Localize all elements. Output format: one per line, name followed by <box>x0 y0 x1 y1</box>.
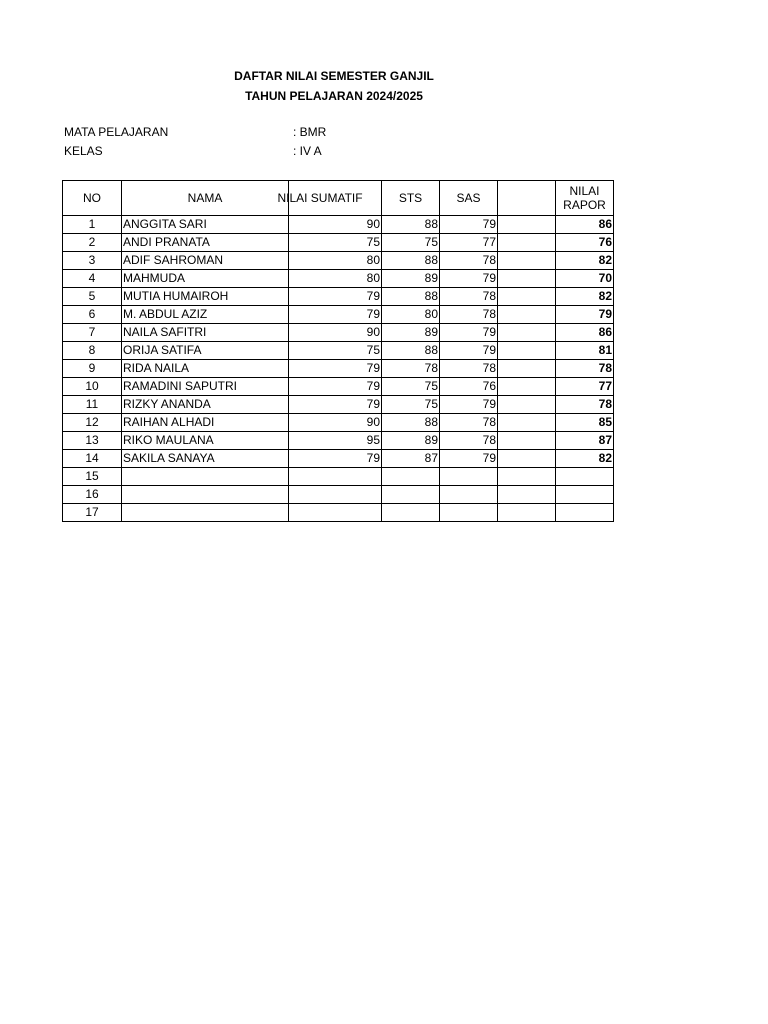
cell-nama: ANDI PRANATA <box>122 234 289 252</box>
cell-no: 1 <box>63 216 122 234</box>
cell-nilai-rapor: 82 <box>556 252 614 270</box>
cell-nilai-sumatif: 80 <box>289 252 382 270</box>
cell-sas <box>440 504 498 522</box>
cell-sts: 75 <box>382 378 440 396</box>
cell-sts: 89 <box>382 270 440 288</box>
cell-no: 14 <box>63 450 122 468</box>
cell-nilai-sumatif: 79 <box>289 396 382 414</box>
table-row <box>63 486 614 504</box>
cell-nilai-rapor: 82 <box>556 288 614 306</box>
cell-no: 13 <box>63 432 122 450</box>
cell-blank <box>498 360 556 378</box>
cell-nilai-rapor: 79 <box>556 306 614 324</box>
header-nilai-rapor <box>556 181 614 216</box>
cell-blank <box>498 234 556 252</box>
cell-no: 5 <box>63 288 122 306</box>
cell-nilai-rapor: 81 <box>556 342 614 360</box>
cell-sas: 79 <box>440 270 498 288</box>
subject-value: : BMR <box>293 125 327 139</box>
cell-blank <box>498 288 556 306</box>
cell-nilai-rapor: 76 <box>556 234 614 252</box>
document-title: DAFTAR NILAI SEMESTER GANJIL <box>234 69 434 83</box>
cell-nilai-rapor: 87 <box>556 432 614 450</box>
cell-nama: NAILA SAFITRI <box>122 324 289 342</box>
cell-nilai-sumatif: 95 <box>289 432 382 450</box>
cell-nama: RAMADINI SAPUTRI <box>122 378 289 396</box>
cell-blank <box>498 324 556 342</box>
cell-sas <box>440 486 498 504</box>
cell-nilai-rapor <box>556 504 614 522</box>
table-row <box>63 396 614 414</box>
cell-blank <box>498 306 556 324</box>
header-nama: NAMA <box>122 181 289 216</box>
cell-no: 2 <box>63 234 122 252</box>
table-row <box>63 432 614 450</box>
cell-nilai-sumatif: 75 <box>289 342 382 360</box>
cell-nama: RIKO MAULANA <box>122 432 289 450</box>
cell-nilai-rapor <box>556 486 614 504</box>
cell-sas: 76 <box>440 378 498 396</box>
cell-nilai-rapor <box>556 468 614 486</box>
cell-nilai-sumatif: 90 <box>289 414 382 432</box>
cell-nilai-rapor: 86 <box>556 324 614 342</box>
cell-nama: RAIHAN ALHADI <box>122 414 289 432</box>
cell-sts <box>382 468 440 486</box>
cell-no: 7 <box>63 324 122 342</box>
cell-blank <box>498 270 556 288</box>
cell-nama <box>122 504 289 522</box>
grades-table <box>62 180 614 522</box>
cell-blank <box>498 216 556 234</box>
cell-nama: MAHMUDA <box>122 270 289 288</box>
table-row <box>63 288 614 306</box>
cell-nilai-rapor: 78 <box>556 396 614 414</box>
cell-sts <box>382 504 440 522</box>
cell-sas: 79 <box>440 450 498 468</box>
cell-sts: 75 <box>382 396 440 414</box>
cell-no: 16 <box>63 486 122 504</box>
table-row <box>63 216 614 234</box>
cell-sas: 79 <box>440 342 498 360</box>
cell-sas: 78 <box>440 360 498 378</box>
header-blank <box>498 181 556 216</box>
cell-nilai-sumatif: 75 <box>289 234 382 252</box>
table-row <box>63 378 614 396</box>
cell-sas: 78 <box>440 306 498 324</box>
cell-nilai-rapor: 77 <box>556 378 614 396</box>
cell-no: 17 <box>63 504 122 522</box>
cell-nilai-rapor: 85 <box>556 414 614 432</box>
cell-sts: 75 <box>382 234 440 252</box>
cell-blank <box>498 486 556 504</box>
cell-nilai-rapor: 78 <box>556 360 614 378</box>
cell-sts: 78 <box>382 360 440 378</box>
cell-no: 9 <box>63 360 122 378</box>
cell-nilai-sumatif: 79 <box>289 288 382 306</box>
cell-sts <box>382 486 440 504</box>
cell-sts: 88 <box>382 342 440 360</box>
table-row <box>63 468 614 486</box>
table-row <box>63 324 614 342</box>
subject-label: MATA PELAJARAN <box>64 125 169 139</box>
header-no: NO <box>63 181 122 216</box>
cell-no: 3 <box>63 252 122 270</box>
cell-sas: 79 <box>440 396 498 414</box>
cell-no: 6 <box>63 306 122 324</box>
cell-nama: ANGGITA SARI <box>122 216 289 234</box>
cell-blank <box>498 378 556 396</box>
cell-nilai-sumatif: 79 <box>289 450 382 468</box>
cell-nilai-rapor: 70 <box>556 270 614 288</box>
cell-nilai-sumatif <box>289 468 382 486</box>
cell-blank <box>498 396 556 414</box>
document-subtitle: TAHUN PELAJARAN 2024/2025 <box>245 89 423 103</box>
cell-sas: 78 <box>440 414 498 432</box>
cell-sts: 88 <box>382 414 440 432</box>
table-row <box>63 450 614 468</box>
cell-blank <box>498 252 556 270</box>
header-nilai-sumatif <box>277 181 382 216</box>
cell-sas: 78 <box>440 252 498 270</box>
cell-blank <box>498 450 556 468</box>
cell-sas: 77 <box>440 234 498 252</box>
cell-nilai-sumatif <box>289 486 382 504</box>
cell-nilai-sumatif: 90 <box>289 324 382 342</box>
cell-nama <box>122 468 289 486</box>
header-nilai-sumatif-text: NILAI SUMATIF <box>277 191 363 205</box>
cell-no: 8 <box>63 342 122 360</box>
cell-nilai-sumatif: 79 <box>289 360 382 378</box>
cell-blank <box>498 468 556 486</box>
table-header-row <box>63 181 614 216</box>
table-row <box>63 342 614 360</box>
cell-nama: RIZKY ANANDA <box>122 396 289 414</box>
cell-sas: 79 <box>440 324 498 342</box>
cell-sts: 80 <box>382 306 440 324</box>
cell-nama: ADIF SAHROMAN <box>122 252 289 270</box>
cell-sts: 89 <box>382 324 440 342</box>
cell-blank <box>498 504 556 522</box>
table-row <box>63 504 614 522</box>
cell-nama: M. ABDUL AZIZ <box>122 306 289 324</box>
table-row <box>63 252 614 270</box>
header-rapor-line1: NILAI <box>569 184 600 198</box>
class-label: KELAS <box>64 144 103 158</box>
cell-sas <box>440 468 498 486</box>
header-sts: STS <box>382 181 440 216</box>
header-rapor-line2: RAPOR <box>563 198 606 212</box>
cell-blank <box>498 432 556 450</box>
table-row <box>63 306 614 324</box>
cell-nama: SAKILA SANAYA <box>122 450 289 468</box>
cell-nilai-sumatif: 79 <box>289 378 382 396</box>
cell-sas: 78 <box>440 432 498 450</box>
cell-nilai-rapor: 82 <box>556 450 614 468</box>
cell-no: 4 <box>63 270 122 288</box>
cell-nama: ORIJA SATIFA <box>122 342 289 360</box>
table-row <box>63 360 614 378</box>
cell-no: 11 <box>63 396 122 414</box>
cell-sts: 88 <box>382 216 440 234</box>
grades-table-body <box>63 216 614 522</box>
cell-sts: 88 <box>382 252 440 270</box>
cell-nilai-sumatif <box>289 504 382 522</box>
cell-no: 12 <box>63 414 122 432</box>
cell-sas: 78 <box>440 288 498 306</box>
cell-nilai-sumatif: 80 <box>289 270 382 288</box>
cell-nilai-sumatif: 79 <box>289 306 382 324</box>
cell-sts: 88 <box>382 288 440 306</box>
header-sas: SAS <box>440 181 498 216</box>
table-row <box>63 234 614 252</box>
cell-nama: MUTIA HUMAIROH <box>122 288 289 306</box>
cell-no: 15 <box>63 468 122 486</box>
cell-blank <box>498 414 556 432</box>
cell-no: 10 <box>63 378 122 396</box>
cell-blank <box>498 342 556 360</box>
cell-nilai-sumatif: 90 <box>289 216 382 234</box>
cell-sts: 89 <box>382 432 440 450</box>
cell-sas: 79 <box>440 216 498 234</box>
table-row <box>63 270 614 288</box>
class-value: : IV A <box>293 144 322 158</box>
cell-nilai-rapor: 86 <box>556 216 614 234</box>
cell-nama: RIDA NAILA <box>122 360 289 378</box>
cell-nama <box>122 486 289 504</box>
table-row <box>63 414 614 432</box>
cell-sts: 87 <box>382 450 440 468</box>
